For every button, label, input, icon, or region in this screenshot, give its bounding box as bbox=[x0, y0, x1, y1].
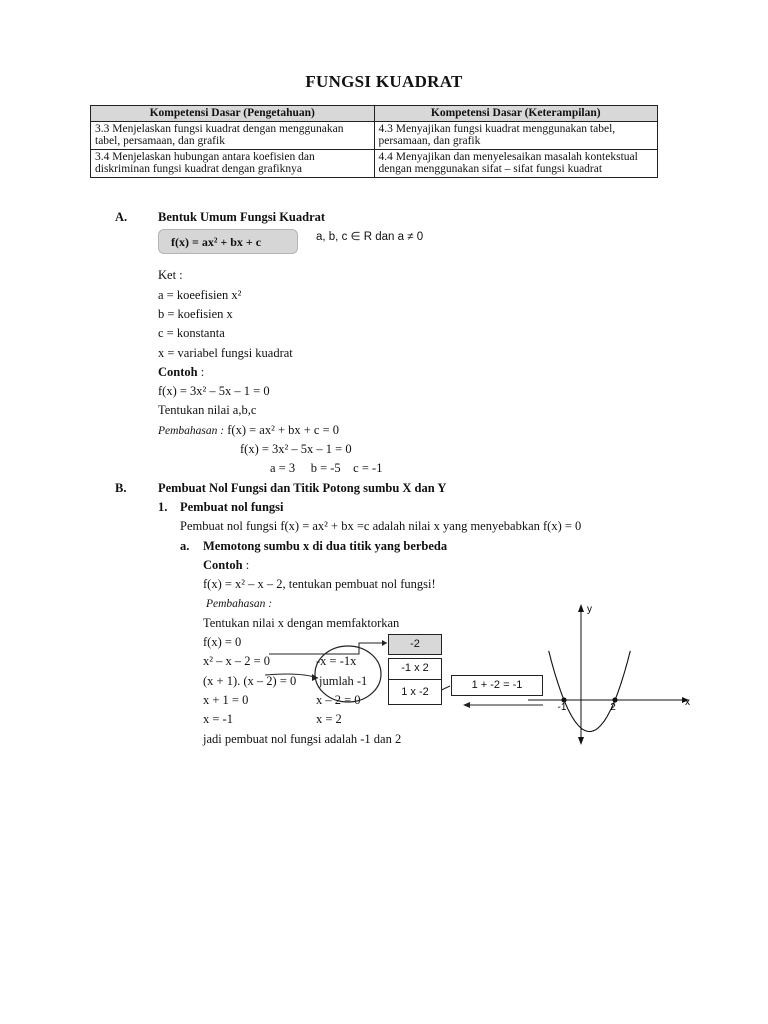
table-cell: 3.3 Menjelaskan fungsi kuadrat dengan menggunakan tabel, persamaan, dan grafik bbox=[91, 121, 375, 149]
subsection-number: 1. bbox=[158, 500, 168, 514]
arrowhead bbox=[382, 640, 387, 646]
section-b-heading: Pembuat Nol Fungsi dan Titik Potong sumbu X dan Y bbox=[158, 481, 447, 495]
factor-box-pair: 1 x -2 bbox=[388, 679, 442, 705]
parabola-curve bbox=[549, 651, 631, 732]
arrowhead bbox=[463, 702, 470, 708]
ket-line: x = variabel fungsi kuadrat bbox=[158, 346, 293, 360]
pembahasan-step: f(x) = 3x² – 5x – 1 = 0 bbox=[240, 442, 352, 456]
pembahasan-step: f(x) = ax² + bx + c = 0 bbox=[224, 423, 340, 437]
y-axis-arrowhead-bottom bbox=[578, 737, 584, 745]
ket-line: b = koefisien x bbox=[158, 307, 233, 321]
case-heading: Memotong sumbu x di dua titik yang berbeda bbox=[203, 539, 448, 553]
subsection-heading: Pembuat nol fungsi bbox=[180, 500, 284, 514]
y-axis-arrowhead bbox=[578, 604, 584, 612]
sum-result-box: 1 + -2 = -1 bbox=[451, 675, 543, 696]
contoh-colon: : bbox=[197, 365, 205, 379]
example-equation: f(x) = x² – x – 2, tentukan pembuat nol fungsi! bbox=[203, 577, 436, 591]
definition-text: Pembuat nol fungsi f(x) = ax² + bx =c adalah nilai x yang menyebabkan f(x) = 0 bbox=[180, 519, 582, 533]
table-cell: 4.4 Menyajikan dan menyelesaikan masalah kontekstual dengan menggunakan sifat – sifat fungsi kuadrat bbox=[374, 149, 658, 177]
y-axis-label: y bbox=[587, 604, 592, 615]
step-left: f(x) = 0 bbox=[203, 635, 242, 649]
factor-intro: Tentukan nilai x dengan memfaktorkan bbox=[203, 616, 400, 630]
factor-box-pair: -1 x 2 bbox=[388, 658, 442, 679]
table-cell: 3.4 Menjelaskan hubungan antara koefisien dan diskriminan fungsi kuadrat dengan grafiknya bbox=[91, 149, 375, 177]
section-a-heading: Bentuk Umum Fungsi Kuadrat bbox=[158, 210, 326, 224]
parabola-graph bbox=[525, 600, 695, 750]
step-left: x = -1 bbox=[203, 712, 233, 726]
pembahasan-result: a = 3 b = -5 c = -1 bbox=[270, 461, 383, 475]
table-cell: 4.3 Menyajikan fungsi kuadrat menggunakan tabel, persamaan, dan grafik bbox=[374, 121, 658, 149]
case-letter: a. bbox=[180, 539, 190, 553]
general-formula: f(x) = ax² + bx + c bbox=[171, 235, 262, 249]
root-label: -1 bbox=[557, 702, 567, 713]
ket-line: a = koeefisien x² bbox=[158, 288, 242, 302]
step-left: (x + 1). (x – 2) = 0 bbox=[203, 674, 297, 688]
step-left: x + 1 = 0 bbox=[203, 693, 249, 707]
contoh-label: Contoh bbox=[203, 558, 243, 572]
annotation-arrow-to-sum bbox=[265, 674, 318, 678]
header-skills: Kompetensi Dasar (Keterampilan) bbox=[374, 106, 658, 122]
contoh-label: Contoh bbox=[158, 365, 198, 379]
example-task: Tentukan nilai a,b,c bbox=[158, 403, 257, 417]
section-a-letter: A. bbox=[115, 210, 128, 224]
step-mid: jumlah -1 bbox=[319, 674, 368, 688]
root-label: 2 bbox=[610, 702, 616, 713]
factor-box-product: -2 bbox=[388, 634, 442, 655]
contoh-colon: : bbox=[242, 558, 250, 572]
conclusion: jadi pembuat nol fungsi adalah -1 dan 2 bbox=[203, 732, 402, 746]
section-b-letter: B. bbox=[115, 481, 127, 495]
example-equation: f(x) = 3x² – 5x – 1 = 0 bbox=[158, 384, 270, 398]
formula-condition: a, b, c ∈ R dan a ≠ 0 bbox=[316, 231, 424, 243]
page-title: FUNGSI KUADRAT bbox=[305, 72, 463, 91]
pembahasan-label: Pembahasan : bbox=[158, 425, 225, 437]
step-mid: x = 2 bbox=[316, 712, 342, 726]
pembahasan-label: Pembahasan : bbox=[206, 598, 273, 610]
header-knowledge: Kompetensi Dasar (Pengetahuan) bbox=[91, 106, 375, 122]
step-left: x² – x – 2 = 0 bbox=[203, 654, 271, 668]
ket-label: Ket : bbox=[158, 268, 183, 282]
step-mid: x – 2 = 0 bbox=[316, 693, 361, 707]
x-axis-label: x bbox=[685, 697, 690, 708]
ket-line: c = konstanta bbox=[158, 326, 225, 340]
step-mid: -x = -1x bbox=[316, 654, 357, 668]
